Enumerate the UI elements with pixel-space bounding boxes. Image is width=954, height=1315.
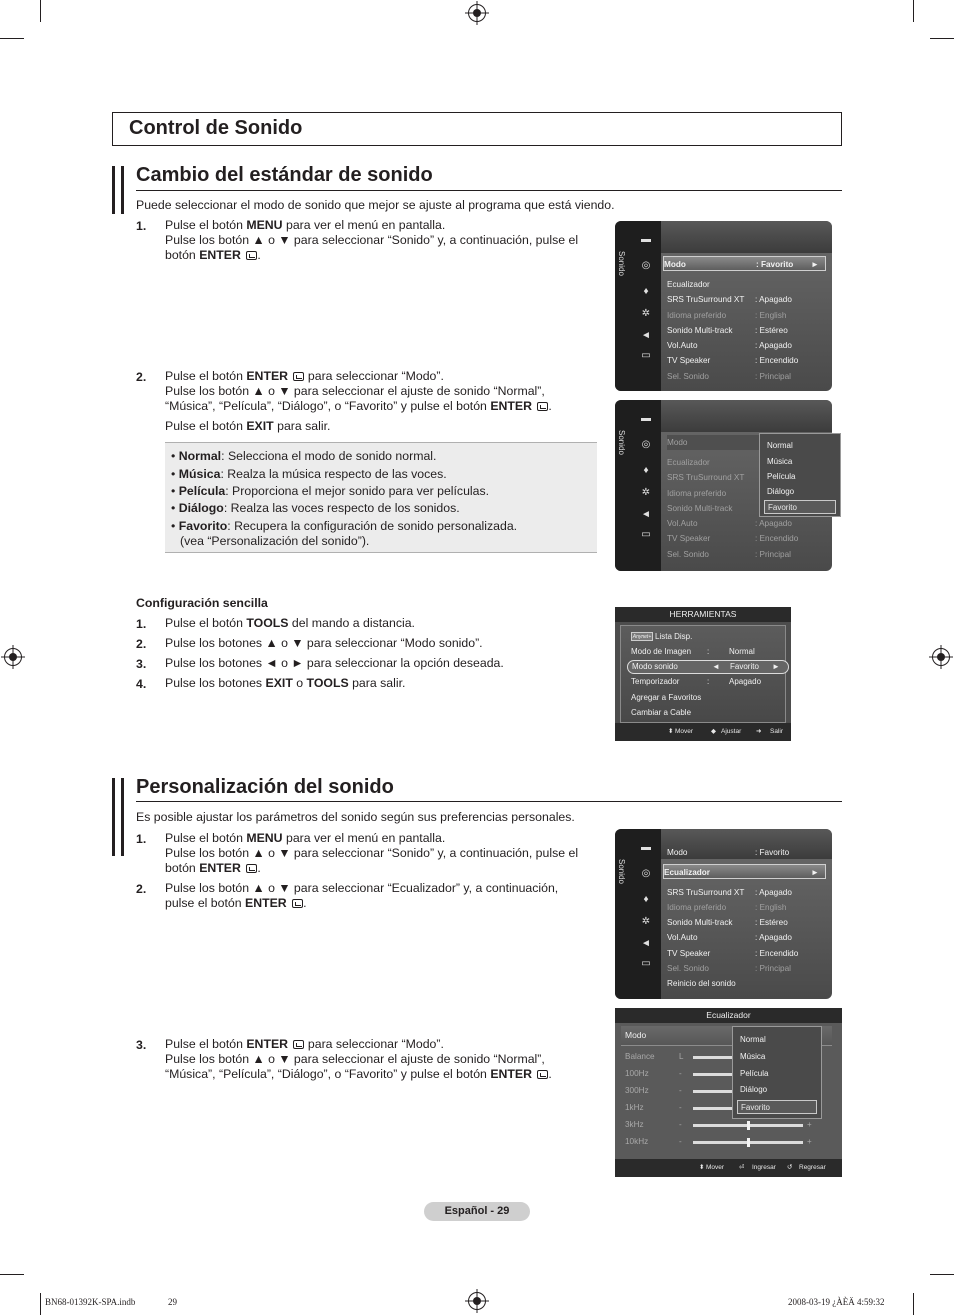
sound-icon: ◎ [641,439,651,450]
tools-row[interactable]: Cambiar a Cable [631,708,692,717]
step2-line1: Pulse el botón ENTER para seleccionar “Modo”. [165,369,444,383]
eq-band-label: Balance [625,1052,655,1061]
adjust-icon: ◆ [711,728,716,735]
return-icon: ↺ [787,1164,793,1171]
channel-icon: ♦ [643,894,649,905]
dropdown-option[interactable]: Diálogo [767,487,795,496]
osd-row[interactable]: Ecualizador [667,280,710,289]
picture-icon: ▬ [641,413,651,424]
osd-row[interactable]: Reinicio del sonido [667,979,736,988]
eq-band-label: 3kHz [625,1120,644,1129]
input-icon: ◄ [641,509,651,520]
osd-row-modo[interactable]: Modo : Favorito ► [663,256,826,271]
tools-row[interactable]: Temporizador : Apagado [631,677,762,686]
setup-icon: ✲ [641,308,651,319]
eq-band-label: 300Hz [625,1086,649,1095]
osd-sidebar [615,400,661,571]
easy-step: Pulse los botones EXIT o TOOLS para salir. [165,676,406,690]
tools-header: HERRAMIENTAS [615,607,791,622]
mode-dropdown-2[interactable] [732,1026,822,1119]
osd-row: Idioma preferido : English [667,903,787,912]
equalizer-header: Ecualizador [615,1008,842,1023]
enter-icon [246,864,257,873]
page-title: Control de Sonido [129,117,303,139]
enter-icon [292,899,303,908]
osd-row[interactable]: Sonido Multi-track : Estéreo [667,918,788,927]
enter-icon [246,251,257,260]
easy-setup-title: Configuración sencilla [136,596,268,610]
s2-step2-line2: pulse el botón ENTER . [165,896,307,910]
eq-minus-label: L [679,1052,684,1061]
dropdown-option[interactable]: Música [767,457,793,466]
note-item: • Película: Proporciona el mejor sonido para ver películas. [171,484,490,498]
registration-mark-top-icon [468,4,486,22]
section1-intro: Puede seleccionar el modo de sonido que mejor se ajuste al programa que está viendo. [136,198,615,212]
easy-step: Pulse los botones ▲ o ▼ para seleccionar “Modo sonido”. [165,636,483,650]
dropdown-option[interactable]: Música [740,1052,766,1061]
dropdown-option-selected[interactable]: Favorito [737,1100,817,1114]
step-number: 2. [136,637,147,651]
section-title-personalizacion: Personalización del sonido [136,776,394,798]
easy-step: Pulse el botón TOOLS del mando a distancia. [165,616,415,630]
slug-file: BN68-01392K-SPA.indb [45,1297,136,1307]
input-icon: ◄ [641,938,651,949]
note-item: • Favorito: Recupera la configuración de sonido personalizada. [171,519,518,533]
osd-header [661,221,832,253]
dropdown-option-selected[interactable]: Favorito [764,500,836,514]
eq-footer: ⬍ Mover ⏎ Ingresar ↺ Regresar [615,1159,842,1177]
sound-icon: ◎ [641,260,651,271]
tools-row[interactable]: Anynet+ Lista Disp. [632,632,693,641]
osd-row[interactable]: Sonido Multi-track : Estéreo [667,326,788,335]
step-number: 1. [136,617,147,631]
dropdown-option[interactable]: Normal [767,441,793,450]
eq-band-label: 100Hz [625,1069,649,1078]
section-bar [112,778,124,856]
eq-slider-knob[interactable] [747,1138,750,1147]
page-title-box [112,112,842,146]
eq-band-label: 10kHz [625,1137,649,1146]
eq-mode-row[interactable]: Modo [621,1026,832,1046]
eq-minus-label: - [679,1103,682,1112]
osd-side-label: Sonido [617,430,626,455]
note-item: • Música: Realza la música respecto de las voces. [171,467,447,481]
osd-row-modo[interactable]: Modo [667,435,826,450]
step2-line3: “Música”, “Película”, “Diálogo”, o “Favorito” y pulse el botón ENTER . [165,399,552,413]
osd-row: Sel. Sonido : Principal [667,372,791,381]
section-bar [112,166,124,214]
s2-step3-line3: “Música”, “Película”, “Diálogo”, o “Favorito” y pulse el botón ENTER . [165,1067,552,1081]
tools-row[interactable]: Agregar a Favoritos [631,693,702,702]
osd-row: Idioma preferido [667,489,727,498]
note-box [165,442,597,553]
move-icon: ⬍ [668,728,674,735]
enter-icon [537,1070,548,1079]
osd-row[interactable]: TV Speaker : Encendido [667,949,799,958]
osd-row-ecualizador[interactable]: Ecualizador ► [663,864,826,879]
enter-icon [537,402,548,411]
slug-page: 29 [168,1297,177,1307]
section2-intro: Es posible ajustar los parámetros del sonido según sus preferencias personales. [136,810,575,824]
step1-line3: botón ENTER . [165,248,261,262]
enter-icon [293,372,304,381]
step1-line2: Pulse los botón ▲ o ▼ para seleccionar “Sonido” y, a continuación, pulse el [165,233,579,247]
osd-row: Ecualizador [667,458,710,467]
osd-row[interactable]: Vol.Auto : Apagado [667,341,792,350]
step2-line4: Pulse el botón EXIT para salir. [165,419,331,433]
application-icon: ▭ [641,958,651,969]
osd-sound-menu-3 [615,829,832,999]
osd-row[interactable]: Modo : Favorito [667,848,790,857]
section-rule [136,801,842,802]
s2-step1-line2: Pulse los botón ▲ o ▼ para seleccionar “Sonido” y, a continuación, pulse el [165,846,579,860]
registration-mark-bottom-icon [468,1292,486,1310]
application-icon: ▭ [641,529,651,540]
dropdown-option[interactable]: Diálogo [740,1085,768,1094]
application-icon: ▭ [641,350,651,361]
channel-icon: ♦ [643,286,649,297]
step-number: 1. [136,832,147,846]
eq-plus-label: + [807,1120,812,1129]
note-item: • Diálogo: Realza las voces respecto de los sonidos. [171,501,460,515]
channel-icon: ♦ [643,465,649,476]
note-extra: (vea “Personalización del sonido”). [180,534,370,548]
input-icon: ◄ [641,330,651,341]
mode-dropdown-1[interactable] [759,433,841,517]
osd-sound-menu-1 [615,221,832,391]
step-number: 3. [136,657,147,671]
s2-step1-line3: botón ENTER . [165,861,261,875]
osd-row[interactable]: SRS TruSurround XT : Apagado [667,295,792,304]
move-icon: ⬍ [699,1164,705,1171]
easy-step: Pulse los botones ◄ o ► para seleccionar la opción deseada. [165,656,504,670]
slug-date: 2008-03-19 ¿ÀÈÄ 4:59:32 [788,1297,885,1307]
s2-step1-line1: Pulse el botón MENU para ver el menú en pantalla. [165,831,446,845]
osd-row: Sel. Sonido : Principal [667,964,791,973]
eq-minus-label: - [679,1086,682,1095]
dropdown-option[interactable]: Película [740,1069,769,1078]
eq-plus-label: + [807,1137,812,1146]
registration-mark-right-icon [932,648,950,666]
step1-line1: Pulse el botón MENU para ver el menú en pantalla. [165,218,446,232]
osd-sidebar [615,829,661,999]
note-item: • Normal: Selecciona el modo de sonido normal. [171,449,437,463]
eq-slider-knob[interactable] [747,1121,750,1130]
osd-row: Sel. Sonido : Principal [667,550,791,559]
step-number: 2. [136,370,147,384]
enter-icon: ⏎ [739,1164,745,1171]
dropdown-option[interactable]: Película [767,472,796,481]
osd-side-label: Sonido [617,251,626,276]
sound-icon: ◎ [641,868,651,879]
enter-icon [293,1040,304,1049]
osd-row: Idioma preferido : English [667,311,787,320]
step2-line2: Pulse los botón ▲ o ▼ para seleccionar el ajuste de sonido “Normal”, [165,384,545,398]
eq-band-label: 1kHz [625,1103,644,1112]
eq-minus-label: - [679,1120,682,1129]
tools-footer: ⬍ Mover ◆ Ajustar ➜ Salir [615,723,791,741]
tools-body [620,625,786,723]
setup-icon: ✲ [641,916,651,927]
eq-minus-label: - [679,1137,682,1146]
exit-icon: ➜ [756,728,762,735]
osd-row: Sonido Multi-track [667,504,733,513]
osd-side-label: Sonido [617,859,626,884]
anynet-logo: Anynet+ [632,634,652,641]
osd-row: TV Speaker : Encendido [667,534,799,543]
page-number: Español - 29 [424,1202,530,1221]
step-number: 2. [136,882,147,896]
picture-icon: ▬ [641,842,651,853]
dropdown-option[interactable]: Normal [740,1035,766,1044]
s2-step3-line2: Pulse los botón ▲ o ▼ para seleccionar el ajuste de sonido “Normal”, [165,1052,545,1066]
tools-menu [615,607,791,741]
registration-mark-left-icon [4,648,22,666]
s2-step2-line1: Pulse los botón ▲ o ▼ para seleccionar “Ecualizador” y, a continuación, [165,881,559,895]
tools-row-selected[interactable]: Modo sonido ◄ Favorito ► [627,660,789,674]
section-rule [136,190,842,191]
step-number: 4. [136,677,147,691]
s2-step3-line1: Pulse el botón ENTER para seleccionar “Modo”. [165,1037,444,1051]
step-number: 1. [136,219,147,233]
osd-row[interactable]: Vol.Auto : Apagado [667,933,792,942]
osd-row: Vol.Auto : Apagado [667,519,792,528]
tools-row[interactable]: Modo de Imagen : Normal [631,647,755,656]
osd-sidebar [615,221,661,391]
step-number: 3. [136,1038,147,1052]
picture-icon: ▬ [641,234,651,245]
osd-row[interactable]: TV Speaker : Encendido [667,356,799,365]
section-title-cambio: Cambio del estándar de sonido [136,164,433,186]
eq-minus-label: - [679,1069,682,1078]
osd-row[interactable]: SRS TruSurround XT : Apagado [667,888,792,897]
osd-header [661,400,832,432]
osd-row: SRS TruSurround XT [667,473,745,482]
setup-icon: ✲ [641,487,651,498]
